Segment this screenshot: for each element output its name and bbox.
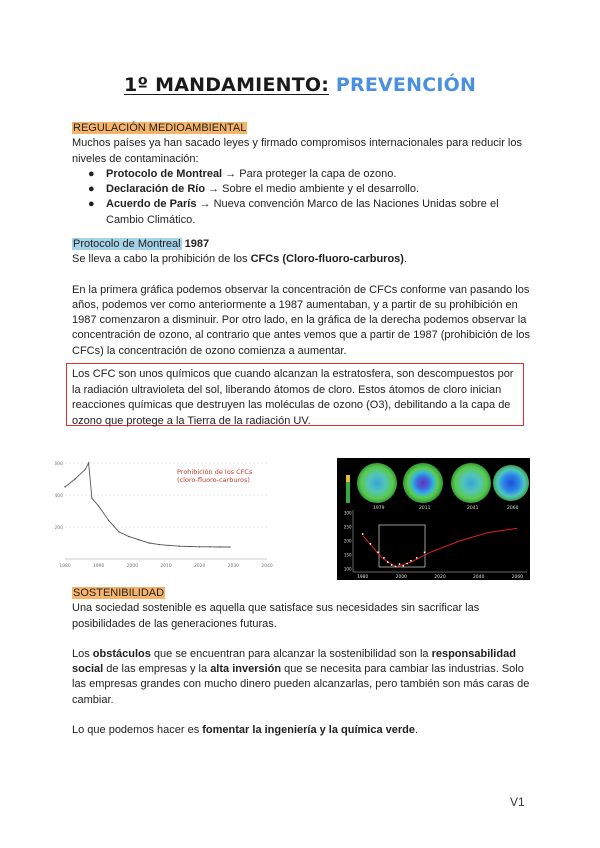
list-item-bold: Acuerdo de París [106, 198, 197, 211]
y-tick-label: 400 [55, 494, 63, 499]
text-run: que se encuentran para alcanzar la sostenibilidad son la [150, 647, 432, 660]
cfc-data-point [98, 506, 99, 507]
cfc-data-point [148, 542, 149, 543]
map-label: 1979 [373, 506, 385, 511]
page-title [0, 74, 600, 96]
cfc-data-point [118, 531, 119, 532]
bold-run: alta inversión [210, 663, 282, 676]
montreal-heading: Protocolo de Montreal [73, 238, 181, 250]
cfc-info-text: Los CFC son unos químicos que cuando alcanzan la estratosfera, son descompuestos por la radiación ultravioleta del sol, liberando átomos de cloro. Estos átomos de cloro inician reacciones químicas que destruyen las moléculas de ozono (O3), debilitando a la capa de ozono que protege a la Tierra de la radiación UV. [72, 368, 514, 427]
montreal-section [72, 237, 532, 359]
cfc-data-point [128, 536, 129, 537]
ozone-data-point [377, 551, 379, 553]
ozone-chart [337, 458, 530, 580]
x-tick-label: 1980 [59, 564, 71, 569]
map-label: 2041 [467, 506, 479, 511]
bullet-icon: ● [88, 198, 95, 211]
sostenibilidad-p2 [72, 647, 532, 708]
montreal-paragraph: En la primera gráfica podemos observar la concentración de CFCs conforme van pasando los años, podemos ver como anteriormente a 1987 aumentaban, y a partir de su prohibición en 1987 comenzaron a disminuir. Por otro lado, en la gráfica de la derecha podemos observar la concentración de ozono, al contrario que antes vemos que a partir de 1987 (prohibición de los CFCs) la concentración de ozono comienza a aumentar. [72, 283, 531, 357]
y-tick-label: 250 [343, 524, 352, 530]
cfc-data-point [88, 462, 89, 463]
cfc-chart [55, 447, 275, 577]
montreal-line-text: Se lleva a cabo la prohibición de los [72, 253, 251, 266]
ozone-data-point [395, 565, 397, 567]
text-run: Lo que podemos hacer es [72, 724, 203, 737]
list-item [88, 182, 532, 197]
y-tick-label: 200 [55, 526, 63, 531]
cfc-data-point [108, 520, 109, 521]
ozone-data-point [406, 563, 408, 565]
cfc-chart-svg [55, 447, 275, 577]
sostenibilidad-section [72, 586, 532, 738]
list-item-text: → Para proteger la capa de ozono. [222, 167, 397, 180]
bullet-icon: ● [88, 167, 95, 180]
montreal-line-end: . [403, 253, 408, 266]
list-item [88, 197, 532, 228]
y-tick-label: 600 [55, 462, 63, 467]
y-tick-label: 200 [343, 538, 352, 544]
regulacion-intro: Muchos países ya han sacado leyes y firmado compromisos internacionales para reducir los niveles de contaminación: [72, 137, 522, 165]
cfc-data-point [209, 546, 210, 547]
ozone-data-point [399, 563, 401, 565]
bullet-icon: ● [88, 183, 95, 196]
regulacion-list [72, 167, 532, 228]
x-tick-label: 2030 [227, 564, 240, 569]
x-tick-label: 2000 [395, 575, 408, 580]
color-scale-bar-top [346, 475, 350, 482]
text-run: de las empresas y la [103, 663, 211, 676]
ozone-map-2060 [493, 465, 529, 501]
x-tick-label: 2020 [193, 564, 206, 569]
title-part-1: 1º MANDAMIENTO: [123, 74, 330, 96]
cfc-data-point [64, 486, 65, 487]
x-tick-label: 2040 [472, 575, 485, 580]
bold-run: fomentar la ingeniería y la química verde [202, 724, 416, 737]
cfc-data-point [229, 546, 230, 547]
x-tick-label: 2010 [160, 564, 172, 569]
cfc-data-point [85, 469, 86, 470]
montreal-line-bold: CFCs (Cloro-fluoro-carburos) [250, 253, 404, 266]
ozone-map-2011 [403, 463, 443, 503]
ozone-data-point [410, 560, 412, 562]
ozone-data-point [383, 557, 385, 559]
cfc-data-point [189, 546, 190, 547]
cfc-info-box [66, 363, 524, 426]
ozone-data-point [370, 543, 372, 545]
list-item [88, 167, 532, 182]
x-tick-label: 2060 [511, 575, 524, 580]
x-tick-label: 2040 [261, 564, 273, 569]
map-label: 2011 [419, 506, 431, 511]
cfc-data-point [179, 546, 180, 547]
cfc-data-point [199, 546, 200, 547]
cfc-data-point [159, 544, 160, 545]
cfc-data-point [219, 546, 220, 547]
list-item-text: → Nueva convención Marco de las Naciones Unidas sobre el Cambio Climático. [106, 198, 499, 226]
montreal-year: 1987 [181, 238, 210, 250]
map-label: 2060 [507, 506, 519, 511]
cfc-data-point [169, 545, 170, 546]
x-tick-label: 1980 [356, 575, 369, 580]
cfc-data-point [138, 539, 139, 540]
ozone-data-point [362, 533, 364, 535]
ozone-data-point [387, 561, 389, 563]
ozone-data-point [416, 557, 418, 559]
page-number: V1 [510, 795, 525, 809]
cfc-annotation-2: (cloro-fluoro-carburos) [177, 476, 250, 484]
cfc-annotation-1: Prohibición de los CFCs [177, 468, 253, 476]
bold-run: responsabilidad social [72, 647, 516, 676]
ozone-data-point [391, 564, 393, 566]
x-tick-label: 1990 [92, 564, 105, 569]
cfc-data-point [91, 498, 92, 499]
regulacion-heading: REGULACIÓN MEDIOAMBIENTAL [73, 122, 247, 134]
sostenibilidad-heading: SOSTENIBILIDAD [73, 587, 165, 599]
ozone-chart-svg [337, 458, 530, 580]
y-tick-label: 300 [343, 510, 352, 516]
sostenibilidad-p1: Una sociedad sostenible es aquella que satisface sus necesidades sin sacrificar las posibilidades de las generaciones futuras. [72, 602, 480, 630]
bold-run: obstáculos [92, 647, 151, 660]
text-run: . [415, 724, 419, 737]
list-item-bold: Declaración de Río [106, 183, 206, 196]
sostenibilidad-p3 [72, 723, 532, 738]
y-tick-label: 100 [343, 566, 352, 572]
regulacion-section [72, 121, 532, 228]
list-item-text: → Sobre el medio ambiente y el desarrollo. [205, 183, 420, 196]
cfc-data-point [74, 478, 75, 479]
y-tick-label: 150 [343, 552, 352, 558]
ozone-data-point [402, 565, 404, 567]
ozone-map-2041 [451, 463, 491, 503]
text-run: que se necesita para cambiar las industrias. Solo las empresas grandes con mucho dinero pueden alcanzarlas, pero también son más caras de cambiar. [72, 663, 530, 706]
x-tick-label: 2020 [434, 575, 446, 580]
ozone-map-1979 [357, 463, 397, 503]
ozone-data-point [424, 551, 426, 553]
title-part-2: PREVENCIÓN [335, 74, 477, 96]
list-item-bold: Protocolo de Montreal [106, 167, 223, 180]
x-tick-label: 2000 [126, 564, 139, 569]
text-run: Los [72, 647, 93, 660]
